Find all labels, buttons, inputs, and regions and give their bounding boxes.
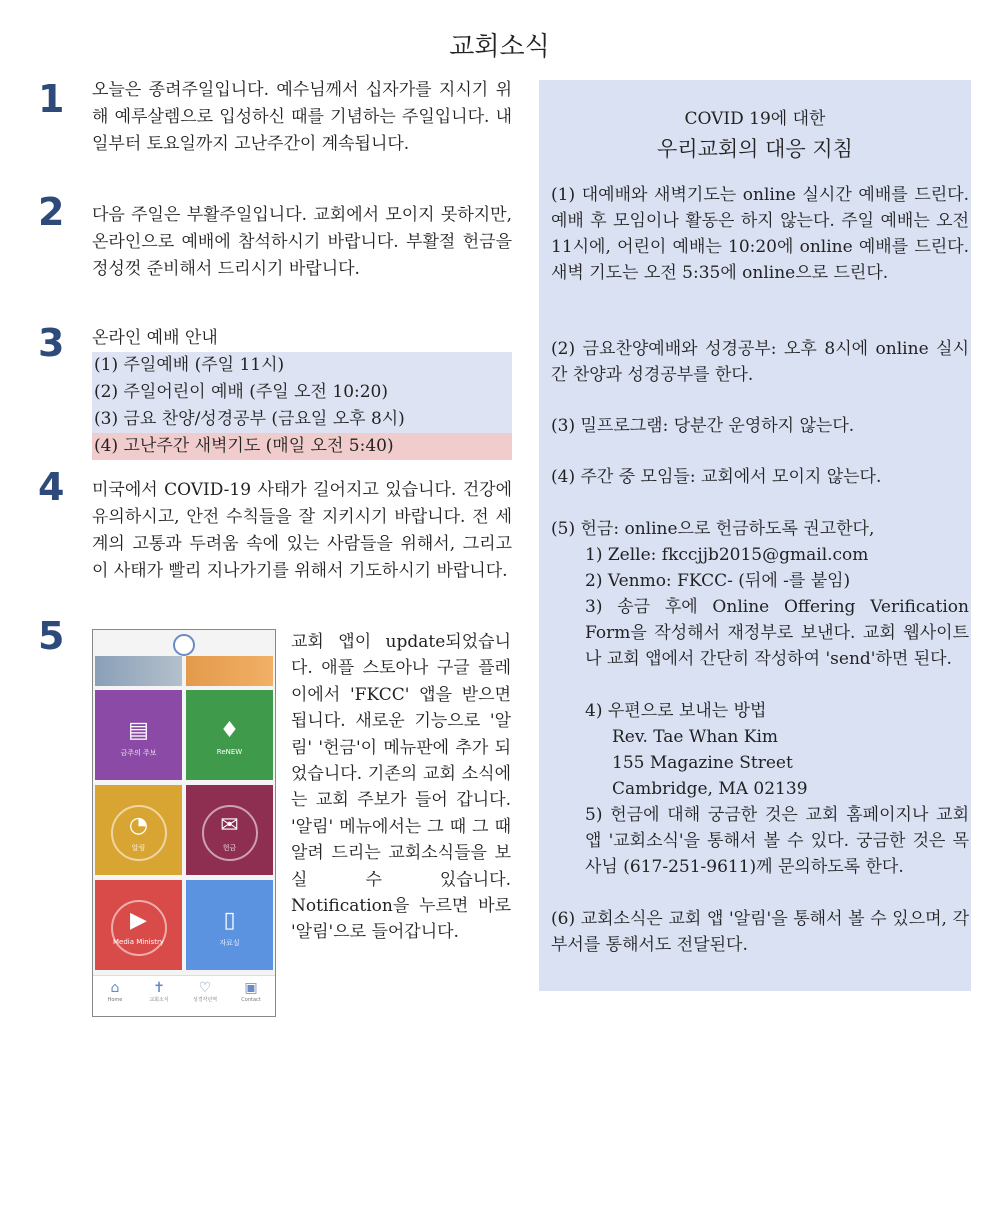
item-number-3: 3	[38, 321, 65, 365]
app-tile-notification: ◔ 알림	[95, 785, 182, 875]
bulletin-icon: ▤	[128, 718, 149, 743]
schedule-item-1: (1) 주일예배 (주일 11시)	[92, 352, 512, 379]
item-5-text: 교회 앱이 update되었습니다. 애플 스토아나 구글 플레이에서 'FKCC' 앱을 받으면 됩니다. 새로운 기능으로 '알림' '헌금'이 메뉴판에 추가 되었습니다. 기존의 교회 소식에는 교회 주보가 들어 갑니다. '알림' 메뉴에서는 그 때 그 때 알려 드리는 교회소식들을 보실 수 있습니다. Notification을 누르면 바로 '알림'으로 들어갑니다.	[291, 632, 511, 943]
offering-step-5: 5) 헌금에 대해 궁금한 것은 교회 홈페이지나 교회 앱 '교회소식'을 통해서 볼 수 있다. 궁금한 것은 목사님 (617-251-9611)께 문의하도록 한다.	[585, 805, 969, 877]
app-tile-renew: ♦ ReNEW	[186, 690, 273, 780]
box-title-line-1: COVID 19에 대한	[684, 109, 826, 129]
app-banner-left	[95, 656, 182, 686]
app-banner-right	[186, 656, 273, 686]
item-2-text: 다음 주일은 부활주일입니다. 교회에서 모이지 못하지만, 온라인으로 예배에 참석하시기 바랍니다. 부활절 헌금을 정성껏 준비해서 드리시기 바랍니다.	[92, 205, 512, 279]
item-number-1: 1	[38, 77, 65, 121]
mail-address-city: Cambridge, MA 02139	[612, 779, 808, 799]
cross-icon: ✝ 교회소식	[149, 980, 169, 1003]
mail-address-name: Rev. Tae Whan Kim	[612, 727, 779, 747]
guideline-4: (4) 주간 중 모임들: 교회에서 모이지 않는다.	[551, 467, 882, 487]
schedule-item-4: (4) 고난주간 새벽기도 (매일 오전 5:40)	[92, 433, 512, 460]
item-4-text: 미국에서 COVID-19 사태가 길어지고 있습니다. 건강에 유의하시고, 안전 수칙들을 잘 지키시기 바랍니다. 전 세계의 고통과 두려움 속에 있는 사람들을 위해서, 그리고 이 사태가 빨리 지나가기를 위해서 기도하시기 바랍니다.	[92, 480, 512, 581]
app-tile-media-ministry: ▶ Media Ministry	[95, 880, 182, 970]
app-tile-bulletin: ▤ 금주의 주보	[95, 690, 182, 780]
app-bottom-nav	[93, 975, 275, 1016]
offering-venmo: 2) Venmo: FKCC- (뒤에 -를 붙임)	[585, 571, 851, 591]
mail-icon: ✉	[220, 813, 239, 838]
rss-icon: ◔	[128, 813, 149, 838]
church-logo-icon	[173, 634, 195, 656]
guideline-2: (2) 금요찬양예배와 성경공부: 오후 8시에 online 실시간 찬양과 성경공부를 한다.	[551, 339, 969, 385]
item-number-2: 2	[38, 190, 65, 234]
box-title-line-2: 우리교회의 대응 지침	[657, 137, 853, 161]
item-1-text: 오늘은 종려주일입니다. 예수님께서 십자가를 지시기 위해 예루살렘으로 입성하신 때를 기념하는 주일입니다. 내일부터 토요일까지 고난주간이 계속됩니다.	[92, 80, 512, 154]
page-title: 교회소식	[449, 32, 550, 62]
mail-address-street: 155 Magazine Street	[612, 753, 793, 773]
file-icon: ▯	[223, 908, 236, 933]
item-number-4: 4	[38, 465, 65, 509]
app-tile-offering: ✉ 헌금	[186, 785, 273, 875]
heart-icon: ♡ 성경각년역	[192, 980, 218, 1003]
item-3-heading: 온라인 예배 안내	[92, 328, 218, 348]
guideline-6: (6) 교회소식은 교회 앱 '알림'을 통해서 볼 수 있으며, 각 부서를 통해서도 전달된다.	[551, 909, 969, 955]
item-number-5: 5	[38, 614, 65, 658]
offering-zelle: 1) Zelle: fkccjjb2015@gmail.com	[585, 545, 869, 565]
offering-step-3: 3) 송금 후에 Online Offering Verification Form을 작성해서 재정부로 보낸다. 교회 웹사이트나 교회 앱에서 간단히 작성하여 'send'하면 된다.	[585, 597, 969, 669]
play-icon: ▶	[130, 908, 147, 933]
home-icon: ⌂ Home	[107, 980, 123, 1003]
schedule-item-3: (3) 금요 찬양/성경공부 (금요일 오후 8시)	[92, 406, 512, 433]
guideline-3: (3) 밀프로그램: 당분간 운영하지 않는다.	[551, 416, 855, 436]
flame-icon: ♦	[219, 718, 240, 743]
guideline-1: (1) 대예배와 새벽기도는 online 실시간 예배를 드린다. 예배 후 모임이나 활동은 하지 않는다. 주일 예배는 오전 11시에, 어린이 예배는 10:20에 online 예배를 드린다. 새벽 기도는 오전 5:35에 online으로 드린다.	[551, 185, 969, 283]
worship-schedule	[92, 352, 512, 460]
offering-step-4: 4) 우편으로 보내는 방법	[585, 701, 767, 721]
church-app-screenshot	[92, 629, 276, 1017]
covid-guidelines-box	[539, 80, 971, 991]
guideline-5: (5) 헌금: online으로 헌금하도록 권고한다,	[551, 519, 875, 539]
app-tile-resources: ▯ 자료실	[186, 880, 273, 970]
schedule-item-2: (2) 주일어린이 예배 (주일 오전 10:20)	[92, 379, 512, 406]
contact-icon: ▣ Contact	[241, 980, 261, 1003]
